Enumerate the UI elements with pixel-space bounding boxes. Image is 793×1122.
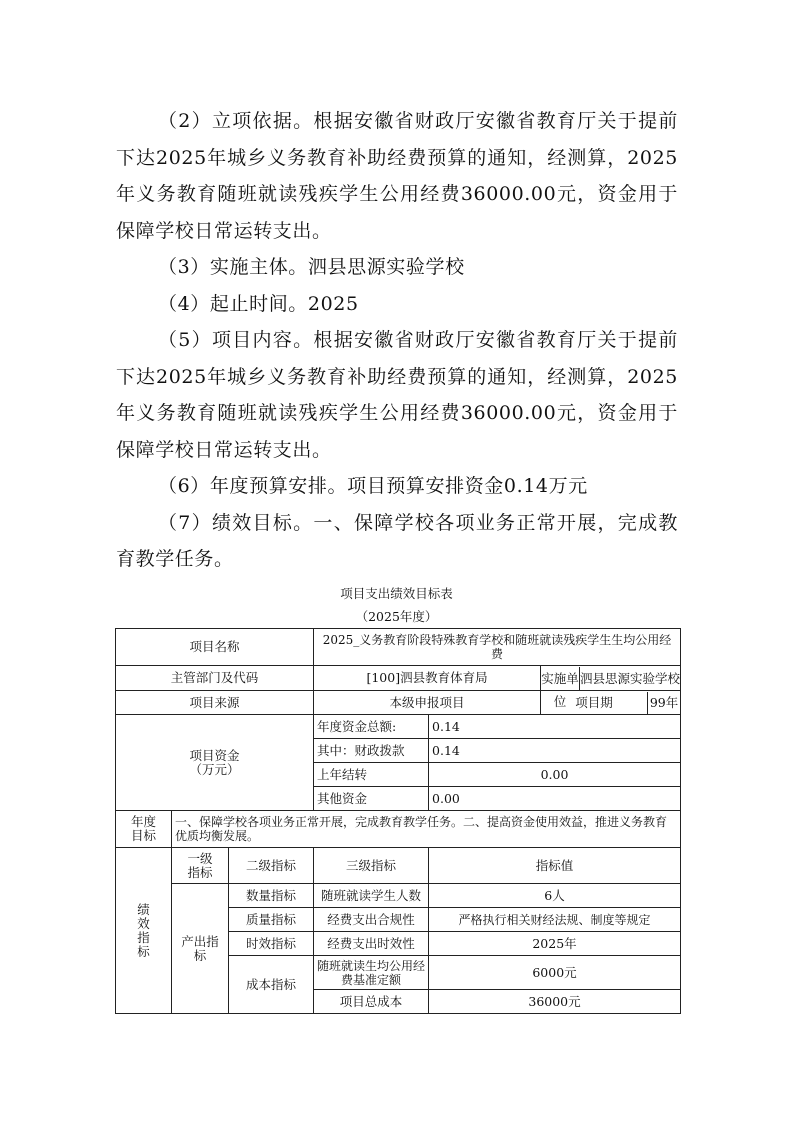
funds-fiscal-value: 0.14	[429, 739, 681, 763]
paragraph-budget: （6）年度预算安排。项目预算安排资金0.14万元	[158, 475, 588, 497]
funds-total-value: 0.14	[429, 715, 681, 739]
period-value: 99年	[649, 694, 679, 710]
table-year-caption: （2025年度）	[355, 609, 438, 624]
indicators-label: 绩 效 指 标	[116, 848, 172, 1014]
header-value: 指标值	[429, 848, 681, 884]
funds-label: 项目资金 （万元）	[116, 715, 314, 811]
value-time: 2025年	[429, 932, 681, 956]
level3-time: 经费支出时效性	[314, 932, 429, 956]
dept-label: 主管部门及代码	[116, 666, 314, 691]
value-cost-total: 36000元	[429, 990, 681, 1014]
table-row	[116, 848, 681, 884]
header-level2: 二级指标	[229, 848, 314, 884]
level3-quality: 经费支出合规性	[314, 908, 429, 932]
paragraph-goal: （7）绩效目标。一、保障学校各项业务正常开展，完成教育教学任务。	[116, 511, 678, 570]
performance-table	[115, 628, 681, 1014]
level2-quantity: 数量指标	[229, 884, 314, 908]
source-value: 本级申报项目	[314, 691, 541, 715]
annual-goal-value: 一、保障学校各项业务正常开展，完成教育教学任务。二、提高资金使用效益，推进义务教育优质均衡发展。	[172, 811, 681, 848]
impl-value: 泗县思源实验学校	[580, 670, 681, 686]
funds-total-label: 年度资金总额:	[314, 715, 429, 739]
level2-quality: 质量指标	[229, 908, 314, 932]
funds-carryover-value: 0.00	[429, 763, 681, 787]
header-level3: 三级指标	[314, 848, 429, 884]
level3-quantity: 随班就读学生人数	[314, 884, 429, 908]
paragraph-implementer: （3）实施主体。泗县思源实验学校	[158, 256, 465, 278]
output-label: 产出指 标	[172, 884, 229, 1014]
level2-cost: 成本指标	[229, 956, 314, 1014]
period-pair	[541, 691, 681, 715]
table-row	[116, 811, 681, 848]
level3-cost-total: 项目总成本	[314, 990, 429, 1014]
value-quality: 严格执行相关财经法规、制度等规定	[429, 908, 681, 932]
header-level1: 一级 指标	[172, 848, 229, 884]
paragraph-basis: （2）立项依据。根据安徽省财政厅安徽省教育厅关于提前下达2025年城乡义务教育补助经费预算的通知，经测算，2025年义务教育随班就读残疾学生公用经费36000.00元，资金用于保障学校日常运转支出。	[116, 110, 678, 242]
table-row	[116, 691, 681, 715]
funds-carryover-label: 上年结转	[314, 763, 429, 787]
table-row	[116, 629, 681, 666]
table-caption: 项目支出绩效目标表	[340, 586, 453, 601]
source-label: 项目来源	[116, 691, 314, 715]
impl-label: 实施单位	[541, 667, 580, 690]
body-text	[116, 103, 678, 578]
paragraph-content: （5）项目内容。根据安徽省财政厅安徽省教育厅关于提前下达2025年城乡义务教育补助经费预算的通知，经测算，2025年义务教育随班就读残疾学生公用经费36000.00元，资金用于保障学校日常运转支出。	[116, 329, 678, 461]
dept-value: [100]泗县教育体育局	[314, 666, 541, 691]
level3-cost-standard: 随班就读生均公用经费基准定额	[314, 956, 429, 990]
value-quantity: 6人	[429, 884, 681, 908]
funds-fiscal-label: 其中：财政拨款	[314, 739, 429, 763]
level2-time: 时效指标	[229, 932, 314, 956]
period-label: 项目期	[541, 692, 648, 714]
paragraph-period: （4）起止时间。2025	[158, 292, 359, 315]
table-row	[116, 715, 681, 739]
value-cost-standard: 6000元	[429, 956, 681, 990]
table-row	[116, 884, 681, 908]
table-row	[116, 666, 681, 691]
funds-other-label: 其他资金	[314, 787, 429, 811]
annual-goal-label: 年度 目标	[116, 811, 172, 848]
project-name-value: 2025_义务教育阶段特殊教育学校和随班就读残疾学生生均公用经费	[314, 629, 681, 666]
funds-other-value: 0.00	[429, 787, 681, 811]
project-name-label: 项目名称	[116, 629, 314, 666]
